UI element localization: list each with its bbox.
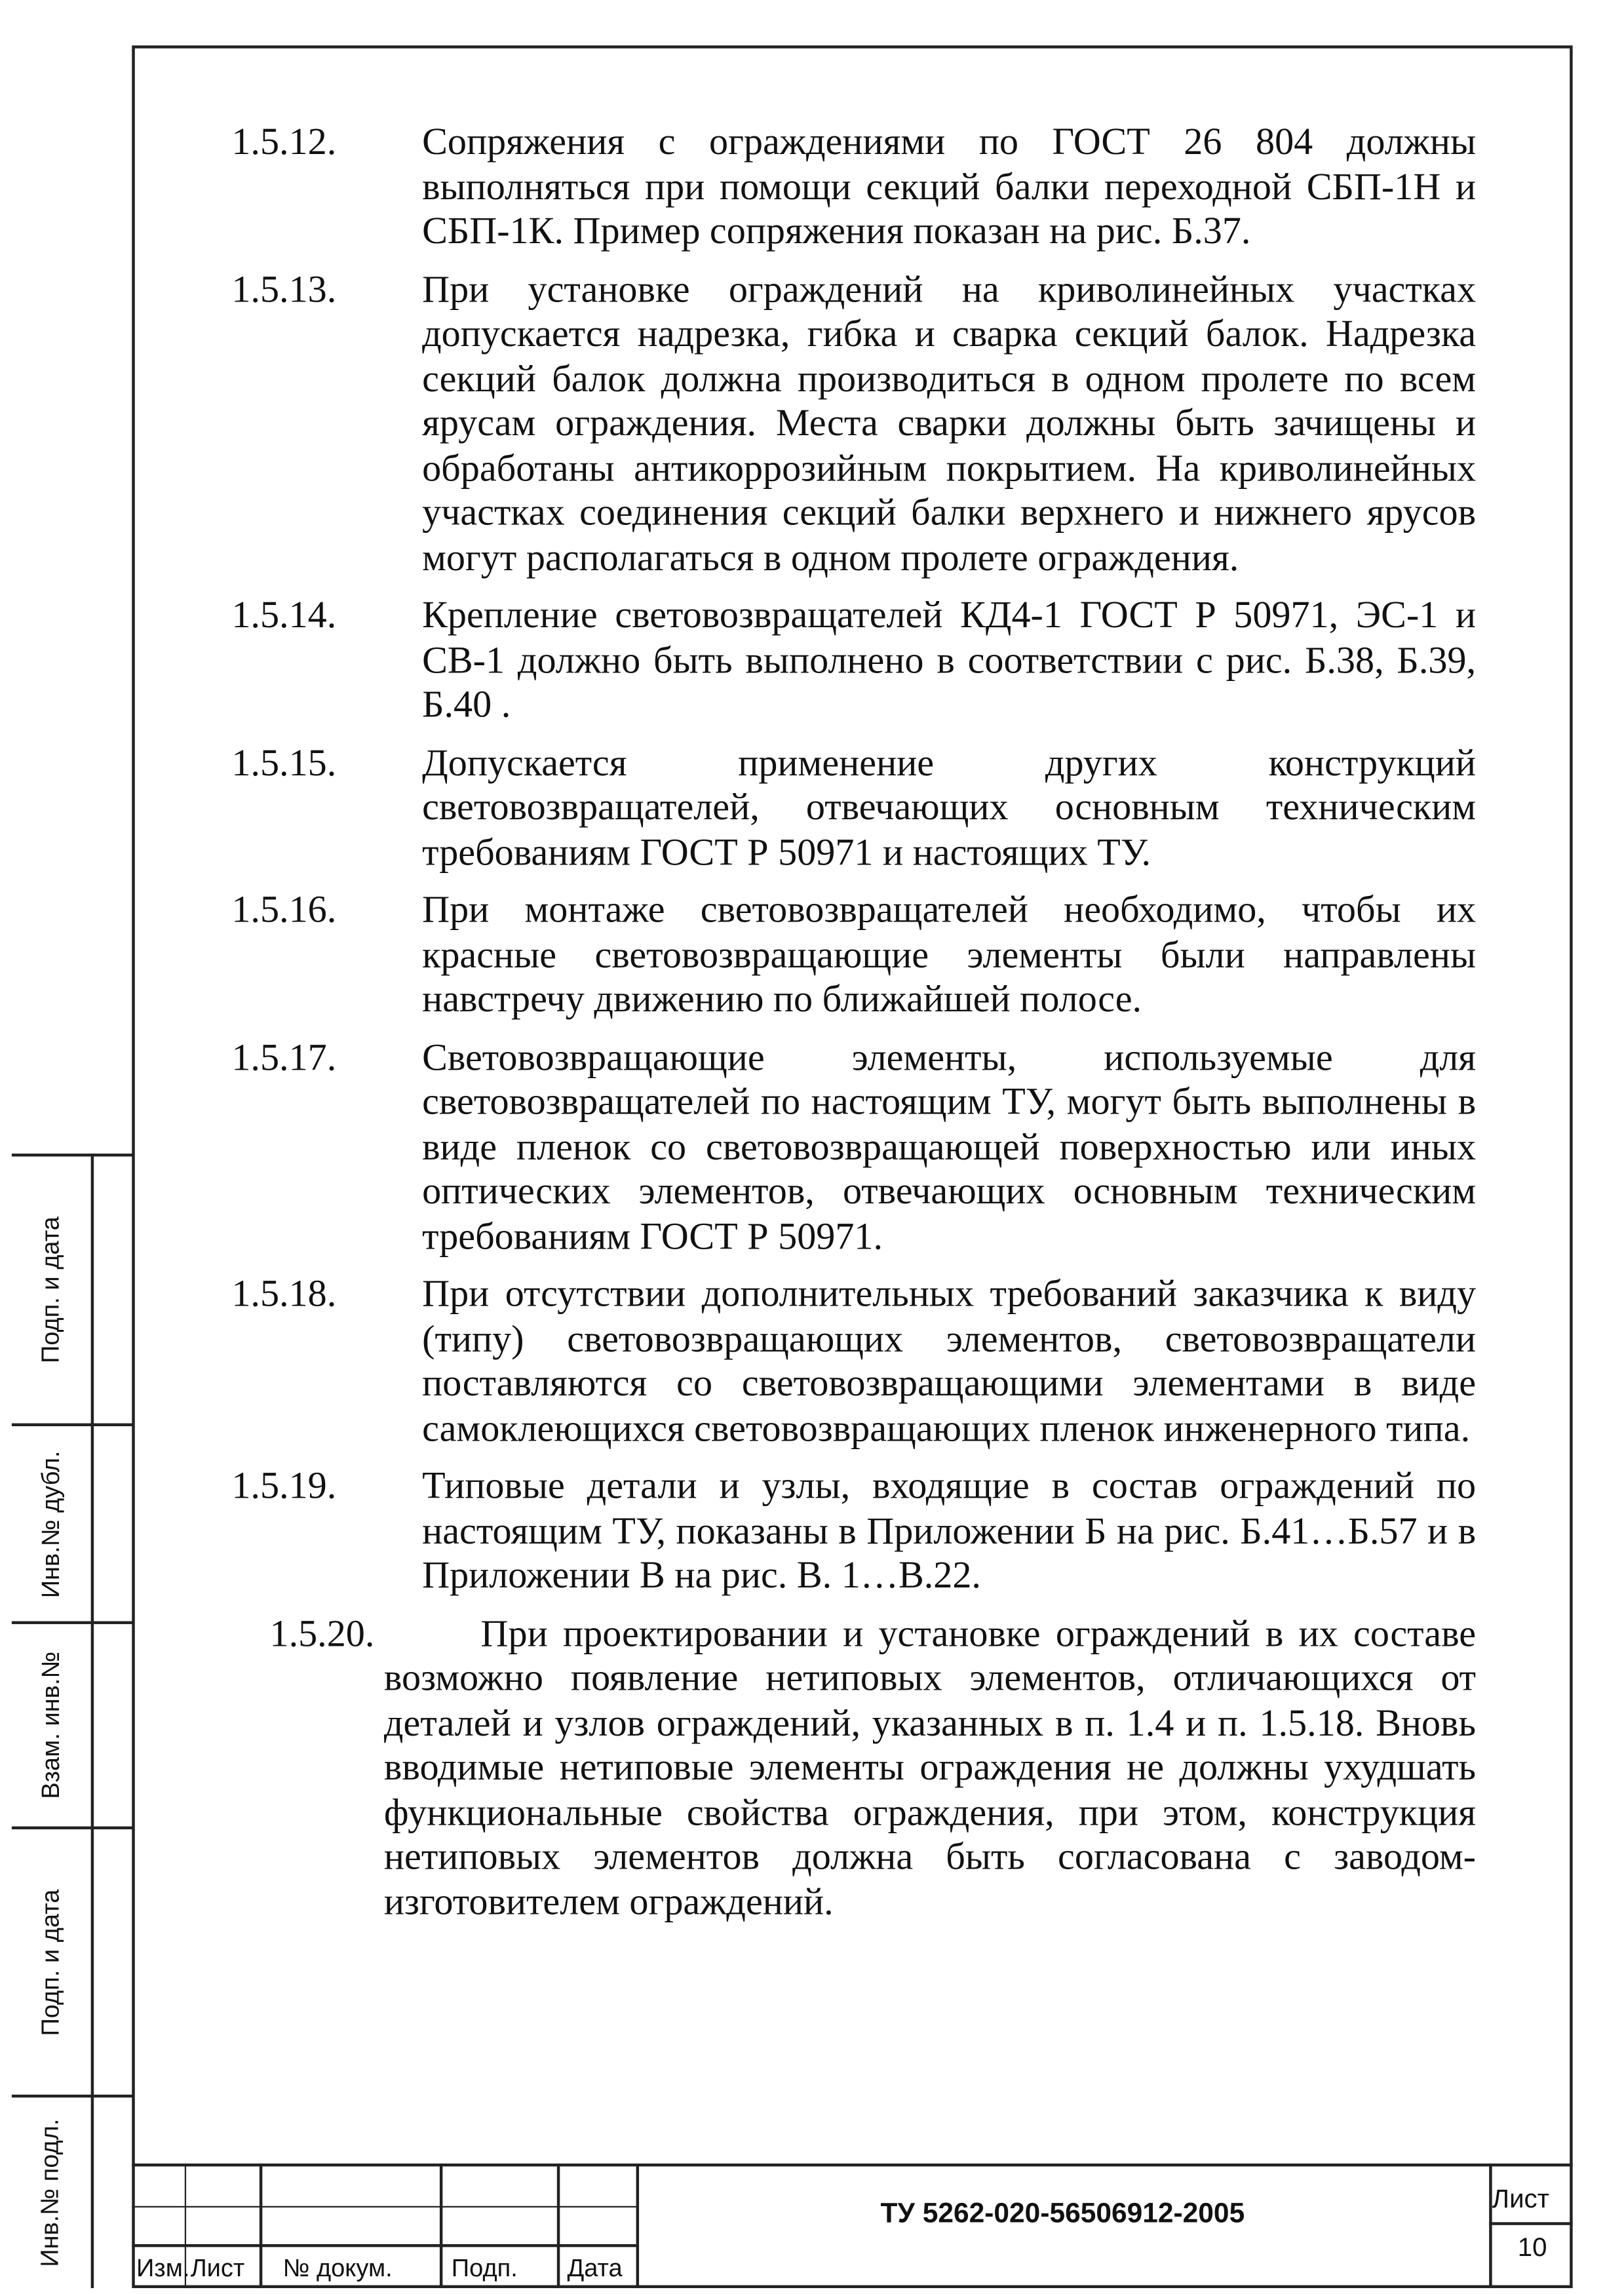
sidebar-label: Взам. инв.№ [36, 1651, 65, 1799]
sidebar-label: Подп. и дата [36, 1888, 65, 2036]
clause-number: 1.5.20. [269, 1611, 375, 1654]
col-podp-label: Подп. [451, 2254, 518, 2283]
tb-top-line [132, 2164, 1572, 2166]
clause-1-5-14 [231, 593, 1477, 728]
document-code: ТУ 5262-020-56506912-2005 [880, 2198, 1245, 2230]
sidebar-label: Подп. и дата [36, 1216, 65, 1364]
clause-text: Типовые детали и узлы, входящие в состав ограждений по настоящим ТУ, показаны в Приложении Б на рис. Б.41…Б.57 и в Приложении В на рис. В. 1…В.22. [422, 1464, 1477, 1597]
clause-text: Допускается применение других конструкций световозвращателей, отвечающих основным техническим требованиям ГОСТ Р 50971 и настоящих ТУ. [422, 741, 1477, 873]
clause-text: При монтаже световозвращателей необходимо, чтобы их красные световозвращающие элементы были направлены навстречу движению по ближайшей полосе. [422, 888, 1477, 1021]
clause-1-5-15 [231, 741, 1477, 876]
clause-1-5-18 [231, 1272, 1477, 1451]
clause-number: 1.5.13. [231, 267, 337, 310]
document-body [231, 120, 1477, 1937]
clause-text: При отсутствии дополнительных требований заказчика к виду (типу) световозвращающих элементов, световозвращатели поставляются со световозвращающими элементами в виде самоклеющихся световозвращающих пленок инженерного типа. [422, 1272, 1477, 1449]
col-list-label: Лист [190, 2254, 245, 2283]
clause-text: Световозвращающие элементы, используемые для световозвращателей по настоящим ТУ, могут быть выполнены в виде пленок со световозвращающей поверхностью или иных оптических элементов, отвечающих основным техническим требованиям ГОСТ Р 50971. [422, 1036, 1477, 1257]
clause-1-5-19 [231, 1464, 1477, 1599]
sidebar-cell-podp-data-2 [12, 1829, 91, 2095]
clause-1-5-16 [231, 888, 1477, 1022]
tb-row-line [132, 2206, 638, 2207]
title-block [132, 2164, 1572, 2288]
clause-text: При установке ограждений на криволинейных участках допускается надрезка, гибка и сварка секций балок. Надрезка секций балок должна производиться в одном пролете по всем ярусам ограждения. Места сварки должны быть зачищены и обработаны антикоррозийным покрытием. На криволинейных участках соединения секций балки верхнего и нижнего ярусов могут располагаться в одном пролете ограждения. [422, 267, 1477, 579]
sidebar-cell-podp-data [12, 1157, 91, 1424]
stamp-sidebar [12, 1154, 134, 2288]
tb-sheet-line [1489, 2222, 1572, 2225]
sidebar-cell-inv-dubl [12, 1426, 91, 1621]
clause-number: 1.5.12. [231, 120, 337, 163]
tb-col-line [440, 2164, 442, 2288]
tb-col-line [1489, 2164, 1492, 2288]
clause-1-5-13 [231, 267, 1477, 580]
clause-number: 1.5.17. [231, 1036, 337, 1078]
clause-1-5-17 [231, 1036, 1477, 1259]
clause-number: 1.5.18. [231, 1272, 337, 1315]
col-izm-label: Изм. [136, 2254, 190, 2283]
sheet-number: 10 [1517, 2232, 1547, 2262]
sidebar-cell-inv-podl [12, 2097, 91, 2288]
clause-text: Сопряжения с ограждениями по ГОСТ 26 804 должны выполняться при помощи секций балки переходной СБП-1Н и СБП-1К. Пример сопряжения показан на рис. Б.37. [422, 120, 1477, 252]
clause-text: При проектировании и установке ограждений в их составе возможно появление нетиповых элементов, отличающихся от деталей и узлов ограждений, указанных в п. 1.4 и п. 1.5.18. Вновь вводимые нетиповые элементы ограждения не должны ухудшать функциональные свойства ограждения, при этом, конструкция нетиповых элементов должна быть согласована с заводом-изготовителем ограждений. [383, 1611, 1477, 1923]
col-doc-label: № докум. [282, 2254, 393, 2283]
clause-number: 1.5.19. [231, 1464, 337, 1507]
sidebar-label: Инв.№ подл. [36, 2118, 65, 2267]
tb-col-line [260, 2164, 262, 2288]
clause-text: Крепление световозвращателей КД4-1 ГОСТ Р 50971, ЭС-1 и СВ-1 должно быть выполнено в соответствии с рис. Б.38, Б.39, Б.40 . [422, 593, 1477, 726]
sidebar-divider-line [91, 1154, 94, 2288]
sidebar-label: Инв.№ дубл. [36, 1450, 65, 1598]
sidebar-cell-vzam-inv [12, 1624, 91, 1827]
clause-number: 1.5.15. [231, 741, 337, 784]
clause-number: 1.5.16. [231, 888, 337, 931]
tb-col-line [557, 2164, 560, 2288]
col-data-label: Дата [567, 2254, 623, 2283]
clause-1-5-12 [231, 120, 1477, 254]
tb-row-line [132, 2244, 638, 2247]
clause-number: 1.5.14. [231, 593, 337, 636]
sheet-label: Лист [1492, 2184, 1550, 2213]
clause-1-5-20 [269, 1611, 1477, 1924]
